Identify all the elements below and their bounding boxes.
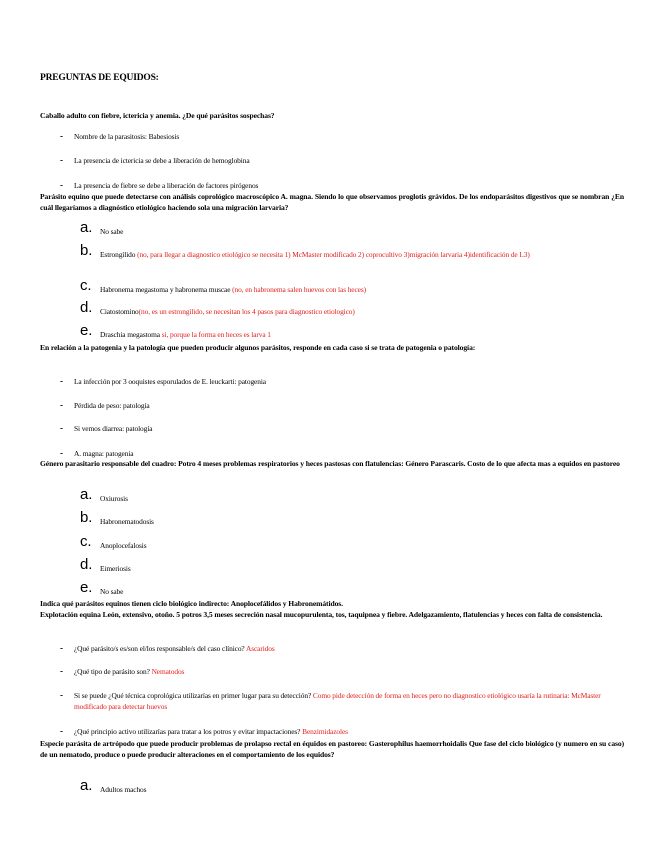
bullet-text: Si vemos diarrea: patología bbox=[74, 424, 153, 433]
bullet-item bbox=[60, 376, 626, 387]
dash-icon: - bbox=[60, 131, 63, 141]
dash-icon: - bbox=[60, 423, 63, 433]
bullet-text: La infección por 3 ooquistes esporulados de E. leuckarti: patogenia bbox=[74, 377, 266, 386]
question-5-case: Explotación equina León, extensivo, otoño. 5 potros 3,5 meses secreción nasal mucopurulenta, tos, taquipnea y fiebre. Adelgazamiento, flatulencias y heces con falta de consistencia. bbox=[40, 610, 603, 619]
option-text: Anoplocefalosis bbox=[100, 541, 147, 550]
dash-icon: - bbox=[60, 155, 63, 165]
option-text: Draschia megastoma bbox=[100, 330, 160, 339]
bullet-item bbox=[60, 690, 626, 712]
option-item bbox=[80, 777, 626, 795]
option-text: Habronematodosis bbox=[100, 517, 154, 526]
option-letter: c. bbox=[80, 277, 92, 294]
option-letter: e. bbox=[80, 322, 93, 339]
option-letter: d. bbox=[80, 299, 93, 316]
dash-icon: - bbox=[60, 376, 63, 386]
question-3: En relación a la patogenia y la patología que pueden producir algunos parásitos, responde en cada caso si se trata de patogenia o patología: bbox=[40, 343, 476, 352]
option-text: Habronema megastoma y habronema muscae bbox=[100, 285, 231, 294]
dash-icon: - bbox=[60, 666, 63, 676]
option-text: Eimeriosis bbox=[100, 564, 131, 573]
option-item bbox=[80, 242, 626, 260]
option-item bbox=[80, 277, 626, 295]
dash-icon: - bbox=[60, 400, 63, 410]
option-letter: a. bbox=[80, 219, 93, 236]
bullet-text: A. magna: patogenia bbox=[74, 449, 134, 458]
answer-note: (no, para llegar a diagnostico etiológico se necesita 1) McMaster modificado 2) coprocultivo 3)migración larvaria 4)identificación de L3) bbox=[137, 250, 530, 259]
bullet-item bbox=[60, 155, 626, 166]
answer-note: Benzimidazoles bbox=[302, 727, 348, 736]
option-letter: b. bbox=[80, 509, 93, 526]
bullet-text: La presencia de fiebre se debe a liberación de factores pirógenos bbox=[74, 181, 259, 190]
bullet-text: Pérdida de peso: patología bbox=[74, 401, 150, 410]
option-letter: a. bbox=[80, 486, 93, 503]
answer-note: Como pide detección de forma en heces pero no diagnostico etiológico usaría la rutinaria: McMaster modificado para detectar huevos bbox=[74, 691, 601, 711]
question-5: Indica qué parásitos equinos tienen ciclo biológico indirecto: Anoplocefálidos y Habronemátidos. bbox=[40, 599, 343, 608]
dash-icon: - bbox=[60, 448, 63, 458]
bullet-text: ¿Qué tipo de parásito son? bbox=[74, 667, 150, 676]
option-item bbox=[80, 219, 626, 237]
dash-icon: - bbox=[60, 690, 63, 700]
bullet-text: ¿Qué parásito/s es/son el/los responsable/s del caso clínico? bbox=[74, 644, 245, 653]
answer-note: (no, es un estrongílido, se necesitan los 4 pasos para diagnostico etiologico) bbox=[138, 307, 355, 316]
option-letter: e. bbox=[80, 579, 93, 596]
answer-note: Nematodos bbox=[151, 667, 185, 676]
option-item bbox=[80, 509, 626, 527]
option-text: Ciatostomino bbox=[100, 307, 139, 316]
question-1: Caballo adulto con fiebre, ictericia y anemia. ¿De qué parásitos sospechas? bbox=[40, 111, 275, 120]
question-4: Género parasitario responsable del cuadro: Potro 4 meses problemas respiratorios y heces pastosas con flatulencias: Género Parascaris. Costo de lo que afecta mas a equidos en pastoreo bbox=[40, 459, 620, 468]
option-text: Adultos machos bbox=[100, 785, 147, 794]
option-item bbox=[80, 486, 626, 504]
option-text: Estrongílido bbox=[100, 250, 136, 259]
bullet-item bbox=[60, 180, 626, 191]
dash-icon: - bbox=[60, 180, 63, 190]
answer-note: si, porque la forma en heces es larva 1 bbox=[161, 330, 271, 339]
option-text: Oxiurosis bbox=[100, 494, 128, 503]
option-item bbox=[80, 579, 626, 597]
option-text: No sabe bbox=[100, 227, 124, 236]
page-title: PREGUNTAS DE EQUIDOS: bbox=[40, 73, 159, 83]
question-2: Parásito equino que puede detectarse con análisis coprológico macroscópico A. magna. Siendo lo que observamos proglotis grávidos. De los endoparásitos digestivos que se nombran ¿En cuál llegaríamos a diagnóstico etiológico haciendo sola una migración larvaria? bbox=[40, 192, 624, 212]
bullet-text: ¿Qué principio activo utilizarías para tratar a los potros y evitar impactaciones? bbox=[74, 727, 301, 736]
bullet-item bbox=[60, 400, 626, 411]
answer-note: (no, en habronema salen huevos con las heces) bbox=[232, 285, 366, 294]
option-item bbox=[80, 533, 626, 551]
bullet-text: La presencia de ictericia se debe a liberación de hemoglobina bbox=[74, 156, 250, 165]
bullet-item bbox=[60, 666, 626, 677]
option-item bbox=[80, 322, 626, 340]
bullet-text: Si se puede ¿Qué técnica coprológica utilizarías en primer lugar para su detección? bbox=[74, 691, 312, 700]
option-letter: d. bbox=[80, 556, 93, 573]
option-item bbox=[80, 556, 626, 574]
bullet-text: Nombre de la parasitosis: Babesiosis bbox=[74, 132, 180, 141]
answer-note: Ascaridos bbox=[245, 644, 275, 653]
option-letter: c. bbox=[80, 533, 92, 550]
option-item bbox=[80, 299, 626, 317]
bullet-item bbox=[60, 643, 626, 654]
option-letter: b. bbox=[80, 242, 93, 259]
dash-icon: - bbox=[60, 726, 63, 736]
option-text: No sabe bbox=[100, 587, 124, 596]
option-letter: a. bbox=[80, 777, 93, 794]
bullet-item bbox=[60, 423, 626, 434]
bullet-item bbox=[60, 131, 626, 142]
dash-icon: - bbox=[60, 643, 63, 653]
bullet-item bbox=[60, 726, 626, 737]
question-6: Especie parásita de artrópodo que puede producir problemas de prolapso rectal en équidos en pastoreo: Gasterophilus haemorrhoidalis Que fase del ciclo biológico (y numero en su caso) de un nematodo, produce o puede producir alteraciones en el comportamiento de los equidos? bbox=[40, 739, 624, 759]
